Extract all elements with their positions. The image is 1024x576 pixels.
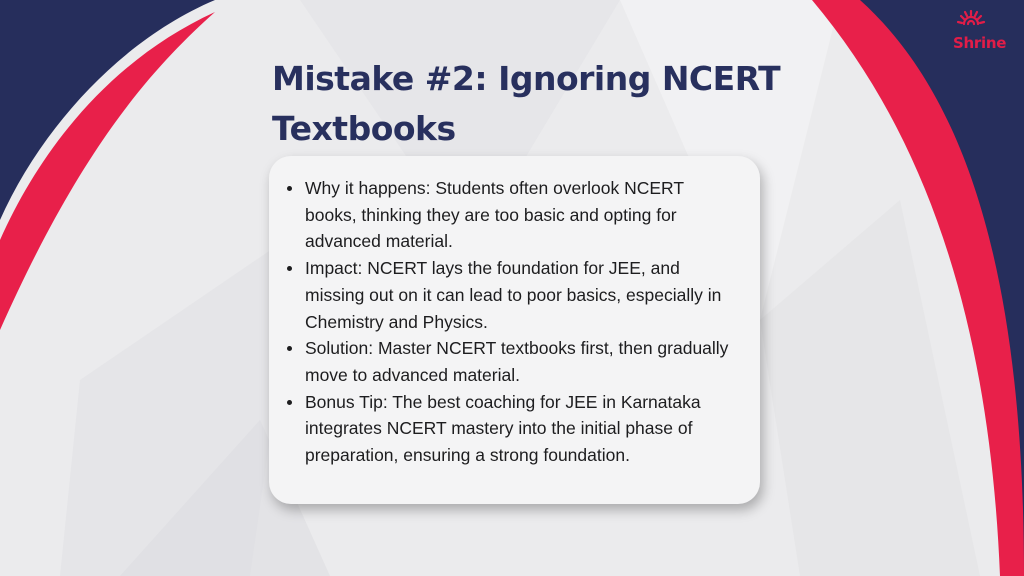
bullet-dot-icon <box>287 266 292 271</box>
content-card <box>269 156 760 504</box>
list-item <box>305 255 740 335</box>
bullet-text: Why it happens: Students often overlook NCERT books, thinking they are too basic and opting for advanced material. <box>305 178 684 252</box>
bullet-text: Solution: Master NCERT textbooks first, then gradually move to advanced material. <box>305 338 729 385</box>
sun-spiral-icon <box>956 10 986 36</box>
logo-text: Shrine <box>953 34 1007 52</box>
list-item <box>305 335 740 388</box>
list-item <box>305 175 740 255</box>
bullet-dot-icon <box>287 186 292 191</box>
bullet-dot-icon <box>287 346 292 351</box>
list-item <box>305 389 740 469</box>
slide-title: Mistake #2: Ignoring NCERT Textbooks <box>272 59 781 148</box>
brand-logo <box>948 10 1016 54</box>
bullet-dot-icon <box>287 400 292 405</box>
bullet-text: Impact: NCERT lays the foundation for JEE, and missing out on it can lead to poor basics, especially in Chemistry and Physics. <box>305 258 722 332</box>
bullet-text: Bonus Tip: The best coaching for JEE in Karnataka integrates NCERT mastery into the initial phase of preparation, ensuring a strong foundation. <box>305 391 701 466</box>
bullet-list <box>305 175 740 469</box>
